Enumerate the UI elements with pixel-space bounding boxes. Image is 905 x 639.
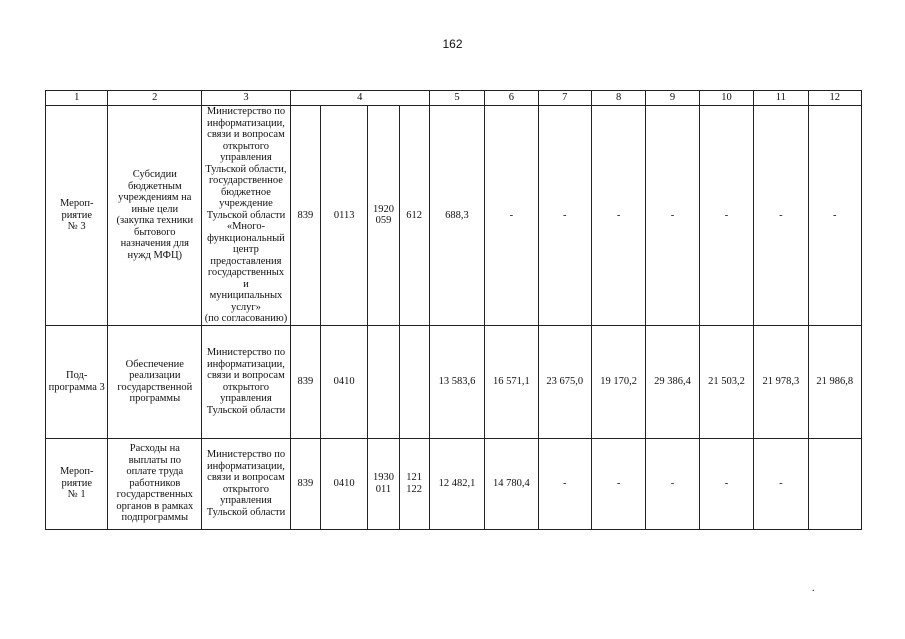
header-cell: 11 xyxy=(754,91,808,106)
code-vr-cell: 121 122 xyxy=(399,438,429,529)
name-cell: Субсидии бюджетным учреждениям на иные цели (закупка техники бытового назначения для нужд МФЦ) xyxy=(108,106,202,326)
code-rzpr-cell: 0113 xyxy=(321,106,368,326)
table-header-row xyxy=(46,91,862,106)
header-cell: 10 xyxy=(699,91,753,106)
name-cell: Расходы на выплаты по оплате труда работников государственных органов в рамках подпрограммы xyxy=(108,438,202,529)
budget-table xyxy=(45,90,862,530)
header-cell: 12 xyxy=(808,91,861,106)
code-rzpr-cell: 0410 xyxy=(321,438,368,529)
header-cell: 8 xyxy=(591,91,645,106)
value-cell-10: 21 503,2 xyxy=(699,325,753,438)
code-grbs-cell: 839 xyxy=(290,106,320,326)
event-cell: Мероп- риятие № 1 xyxy=(46,438,108,529)
header-cell: 4 xyxy=(290,91,429,106)
page-number: 162 xyxy=(442,37,463,51)
header-cell: 9 xyxy=(646,91,699,106)
value-cell-7: 23 675,0 xyxy=(538,325,591,438)
table-row xyxy=(46,325,862,438)
value-cell-5: 12 482,1 xyxy=(429,438,484,529)
value-cell-8: 19 170,2 xyxy=(591,325,645,438)
executor-cell: Министерство по информатизации, связи и вопросам открытого управления Тульской области, государственное бюджетное учреждение Тульской области «Много- функциональный центр предоставления государственных и муниципальных услуг» (по согласованию) xyxy=(202,106,291,326)
value-cell-11: - xyxy=(754,438,808,529)
code-rzpr-cell: 0410 xyxy=(321,325,368,438)
table-row xyxy=(46,106,862,326)
value-cell-8: - xyxy=(591,438,645,529)
value-cell-11: 21 978,3 xyxy=(754,325,808,438)
footer-mark: . xyxy=(812,583,815,594)
code-grbs-cell: 839 xyxy=(290,325,320,438)
header-cell: 7 xyxy=(538,91,591,106)
value-cell-10: - xyxy=(699,106,753,326)
header-cell: 6 xyxy=(485,91,538,106)
value-cell-9: - xyxy=(646,438,699,529)
code-vr-cell: 612 xyxy=(399,106,429,326)
value-cell-10: - xyxy=(699,438,753,529)
value-cell-6: - xyxy=(485,106,538,326)
value-cell-9: 29 386,4 xyxy=(646,325,699,438)
value-cell-9: - xyxy=(646,106,699,326)
value-cell-5: 13 583,6 xyxy=(429,325,484,438)
event-cell: Под- программа 3 xyxy=(46,325,108,438)
value-cell-6: 14 780,4 xyxy=(485,438,538,529)
name-cell: Обеспечение реализации государственной программы xyxy=(108,325,202,438)
table-row xyxy=(46,438,862,529)
code-csr-cell: 1930 011 xyxy=(368,438,399,529)
code-grbs-cell: 839 xyxy=(290,438,320,529)
header-cell: 2 xyxy=(108,91,202,106)
value-cell-5: 688,3 xyxy=(429,106,484,326)
value-cell-12 xyxy=(808,438,861,529)
header-cell: 1 xyxy=(46,91,108,106)
header-cell: 3 xyxy=(202,91,291,106)
header-cell: 5 xyxy=(429,91,484,106)
event-cell: Мероп- риятие № 3 xyxy=(46,106,108,326)
value-cell-7: - xyxy=(538,106,591,326)
value-cell-8: - xyxy=(591,106,645,326)
code-csr-cell: 1920 059 xyxy=(368,106,399,326)
value-cell-12: - xyxy=(808,106,861,326)
value-cell-12: 21 986,8 xyxy=(808,325,861,438)
value-cell-7: - xyxy=(538,438,591,529)
value-cell-11: - xyxy=(754,106,808,326)
code-vr-cell xyxy=(399,325,429,438)
executor-cell: Министерство по информатизации, связи и вопросам открытого управления Тульской области xyxy=(202,438,291,529)
executor-cell: Министерство по информатизации, связи и вопросам открытого управления Тульской области xyxy=(202,325,291,438)
value-cell-6: 16 571,1 xyxy=(485,325,538,438)
code-csr-cell xyxy=(368,325,399,438)
